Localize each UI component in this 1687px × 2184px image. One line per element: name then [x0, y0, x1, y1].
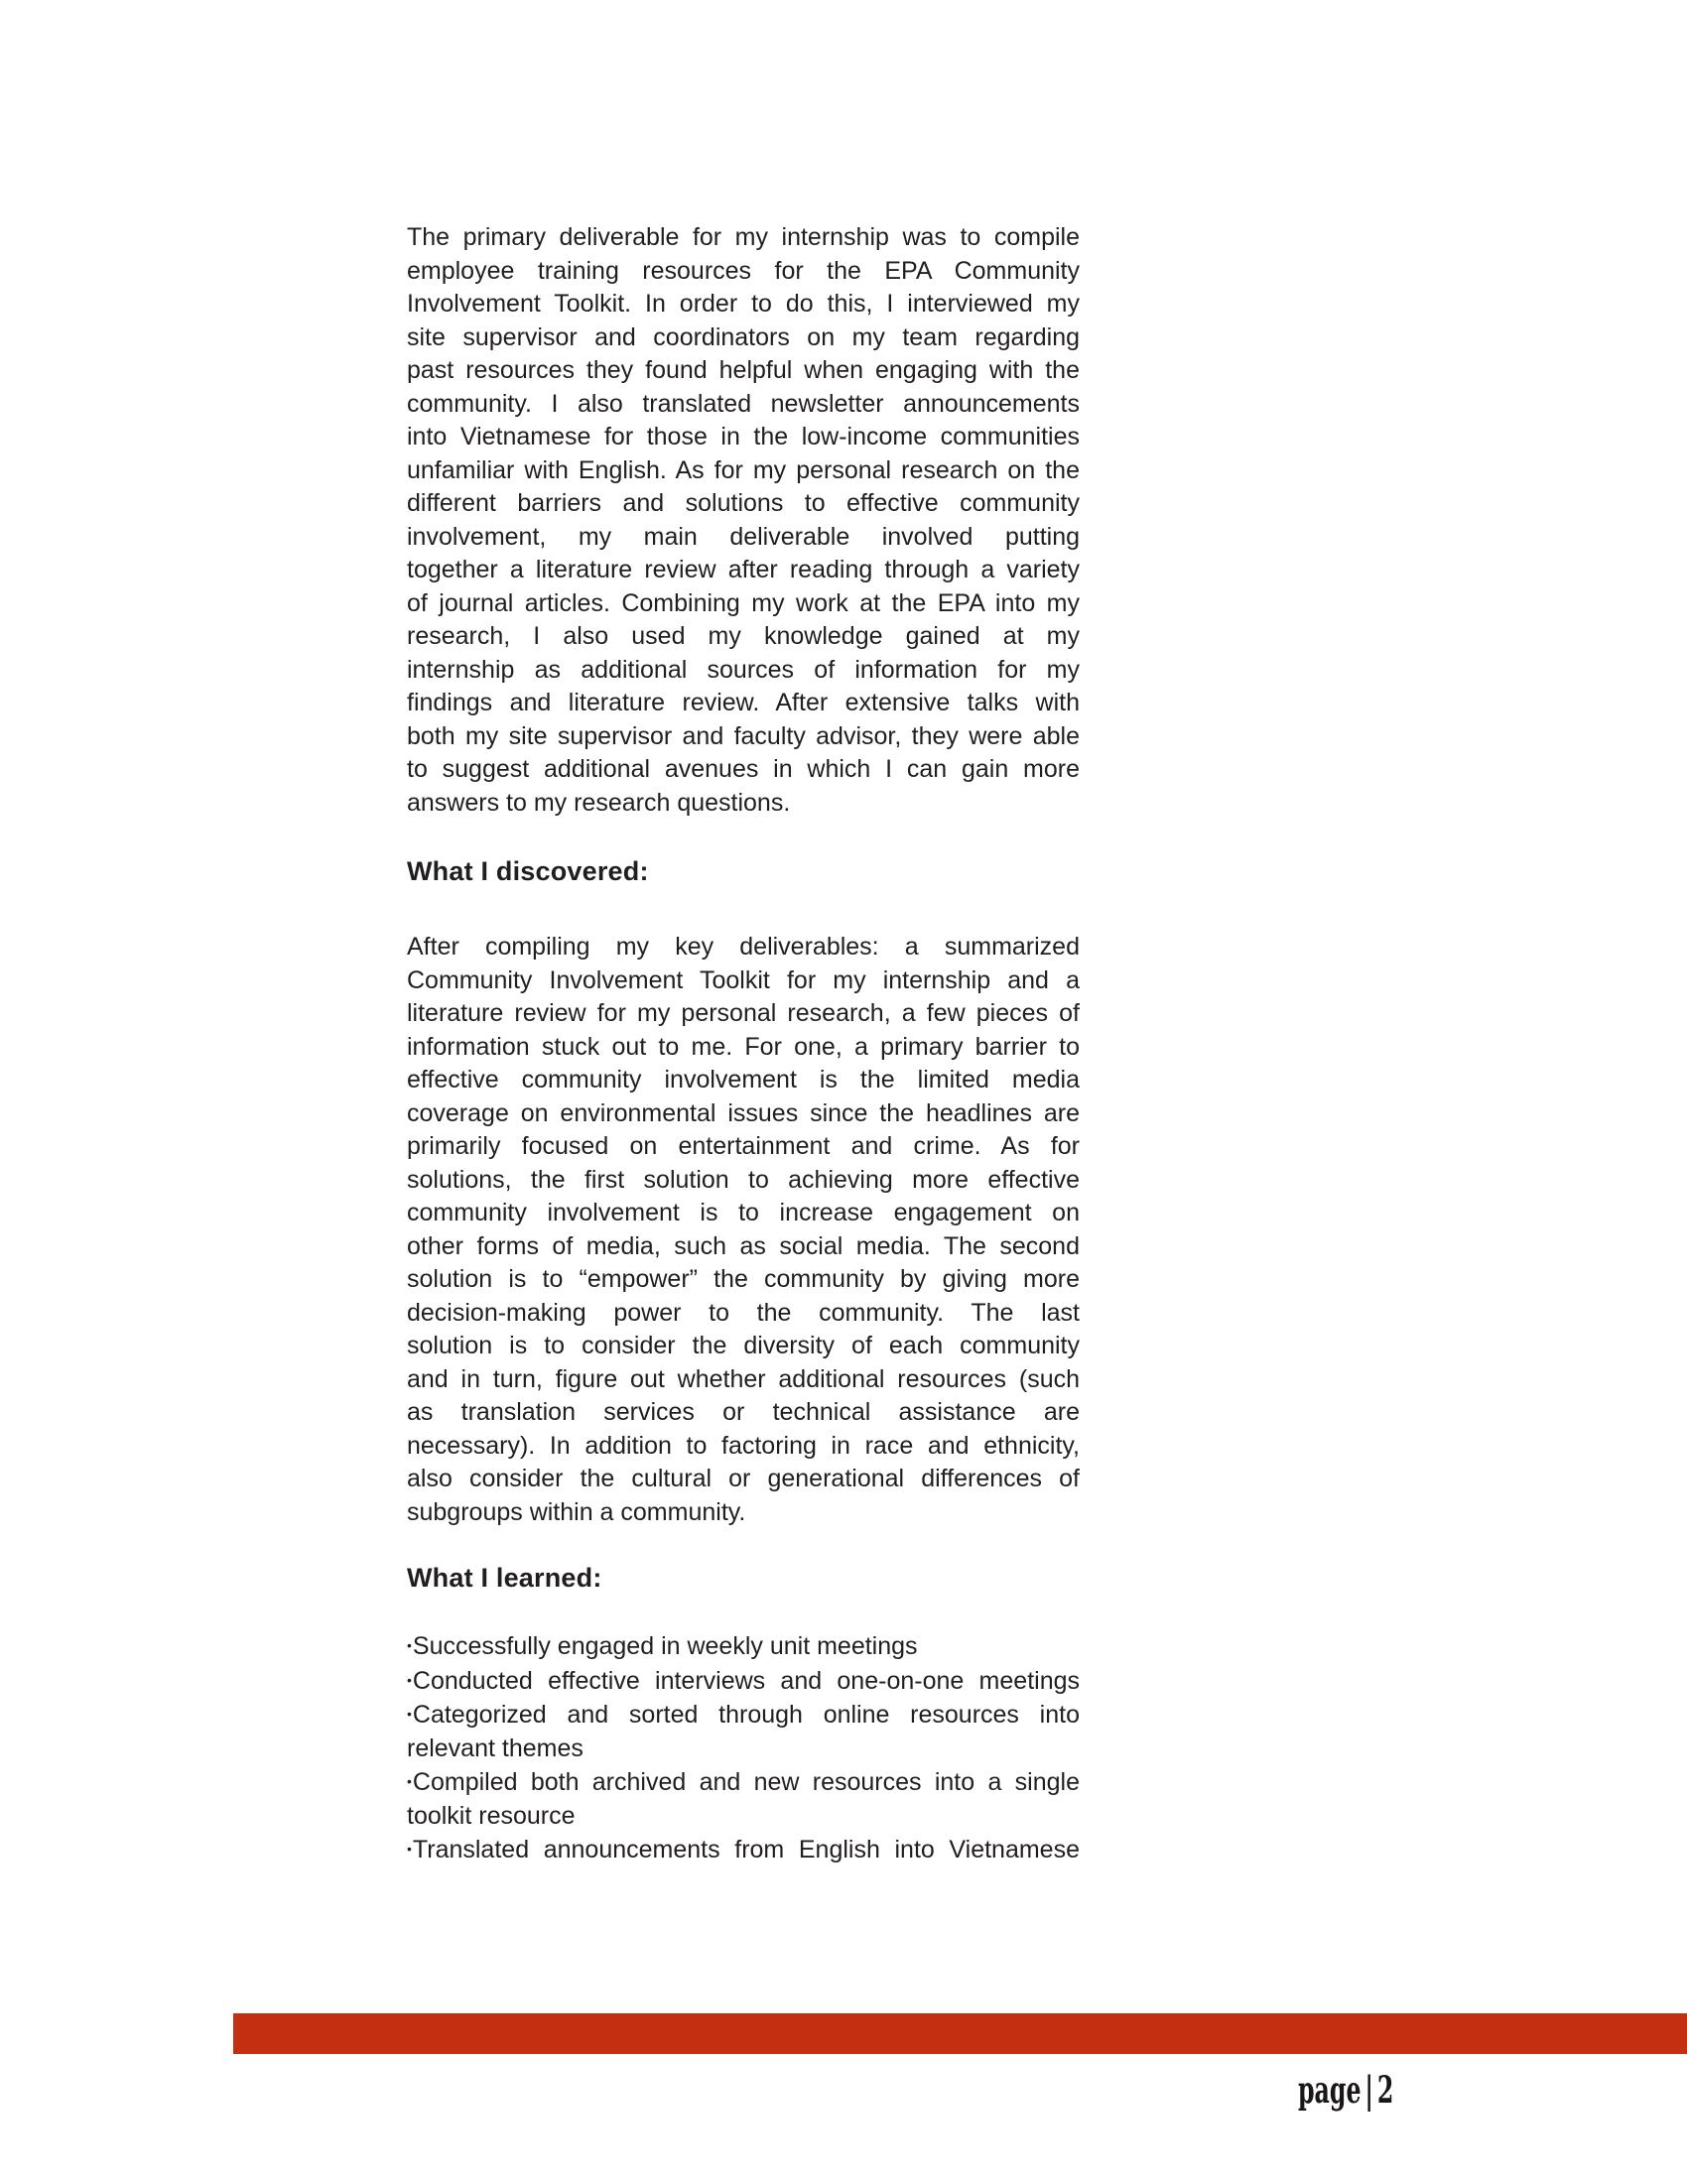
page-number-separator: |: [1364, 2068, 1373, 2112]
bullet-icon: •: [407, 1841, 412, 1857]
text-line: Involvement Toolkit. In order to do this, I interviewed my: [407, 290, 1080, 318]
bullet-text: Categorized and sorted through online resources into: [412, 1701, 1080, 1729]
bullet-line: [407, 1698, 1080, 1733]
text-line: unfamiliar with English. As for my personal research on the: [407, 455, 1080, 484]
text-line: community involvement is to increase engagement on: [407, 1199, 1080, 1226]
text-line: subgroups within a community.: [407, 1497, 746, 1526]
bullet-line: [407, 1664, 1080, 1699]
text-line: as translation services or technical assistance are: [407, 1398, 1080, 1426]
text-line: together a literature review after reading through a variety: [407, 556, 1080, 583]
text-line: employee training resources for the EPA Community: [407, 256, 1080, 285]
text-line: solution is to “empower” the community by giving more: [407, 1265, 1080, 1293]
bullet-text: Conducted effective interviews and one-on-one meetings: [412, 1666, 1080, 1695]
bullet-icon: •: [407, 1706, 412, 1722]
text-line: involvement, my main deliverable involved putting: [407, 522, 1080, 551]
text-line: decision-making power to the community. The last: [407, 1298, 1080, 1327]
text-line: internship as additional sources of information for my: [407, 655, 1080, 684]
text-line: of journal articles. Combining my work at the EPA into my: [407, 588, 1080, 617]
bullet-text: Successfully engaged in weekly unit meetings: [412, 1632, 918, 1660]
text-line: necessary). In addition to factoring in race and ethnicity,: [407, 1431, 1080, 1460]
text-line: past resources they found helpful when engaging with the: [407, 356, 1080, 384]
bullet-line: [407, 1833, 1080, 1867]
text-line: different barriers and solutions to effective community: [407, 489, 1080, 517]
text-line: solutions, the first solution to achieving more effective: [407, 1165, 1080, 1194]
text-line: also consider the cultural or generational differences of: [407, 1465, 1080, 1492]
heading-what-i-learned: What I learned:: [407, 1563, 602, 1593]
bullet-continuation-line: toolkit resource: [407, 1801, 576, 1830]
text-line: solution is to consider the diversity of each community: [407, 1332, 1080, 1359]
text-line: After compiling my key deliverables: a summarized: [407, 933, 1080, 961]
text-line: other forms of media, such as social media. The second: [407, 1231, 1080, 1260]
text-line: The primary deliverable for my internship was to compile: [407, 223, 1080, 251]
bullet-icon: •: [407, 1637, 412, 1653]
footer-accent-bar: [233, 2013, 1687, 2054]
text-line: primarily focused on entertainment and crime. As for: [407, 1132, 1080, 1160]
bullet-continuation-line: relevant themes: [407, 1734, 584, 1762]
text-line: answers to my research questions.: [407, 788, 791, 817]
text-line: community. I also translated newsletter announcements: [407, 389, 1080, 418]
text-line: both my site supervisor and faculty advisor, they were able: [407, 721, 1080, 750]
learned-bullet-list: [407, 1629, 1080, 1867]
bullet-line: [407, 1765, 1080, 1800]
page-number-label: page: [1298, 2068, 1362, 2112]
page-number: [1298, 2070, 1393, 2110]
bullet-text: Compiled both archived and new resources into a single: [412, 1768, 1080, 1796]
page-number-value: 2: [1376, 2068, 1394, 2112]
bullet-icon: •: [407, 1671, 412, 1688]
paragraph-internship-deliverable: [407, 221, 1080, 820]
text-line: Community Involvement Toolkit for my internship and a: [407, 965, 1080, 994]
text-line: coverage on environmental issues since the headlines are: [407, 1098, 1080, 1127]
text-line: site supervisor and coordinators on my team regarding: [407, 322, 1080, 351]
bullet-text: Translated announcements from English into Vietnamese: [412, 1836, 1080, 1863]
heading-what-i-discovered: What I discovered:: [407, 856, 649, 886]
text-line: findings and literature review. After extensive talks with: [407, 689, 1080, 716]
bullet-icon: •: [407, 1773, 412, 1789]
bullet-line: [407, 1629, 1080, 1664]
text-line: literature review for my personal research, a few pieces of: [407, 999, 1080, 1027]
text-line: information stuck out to me. For one, a primary barrier to: [407, 1032, 1080, 1061]
text-line: and in turn, figure out whether additional resources (such: [407, 1364, 1080, 1393]
text-line: effective community involvement is the limited media: [407, 1066, 1080, 1093]
paragraph-key-deliverables: [407, 931, 1080, 1529]
text-line: research, I also used my knowledge gained at my: [407, 622, 1080, 650]
text-line: to suggest additional avenues in which I can gain more: [407, 755, 1080, 783]
text-line: into Vietnamese for those in the low-income communities: [407, 423, 1080, 450]
